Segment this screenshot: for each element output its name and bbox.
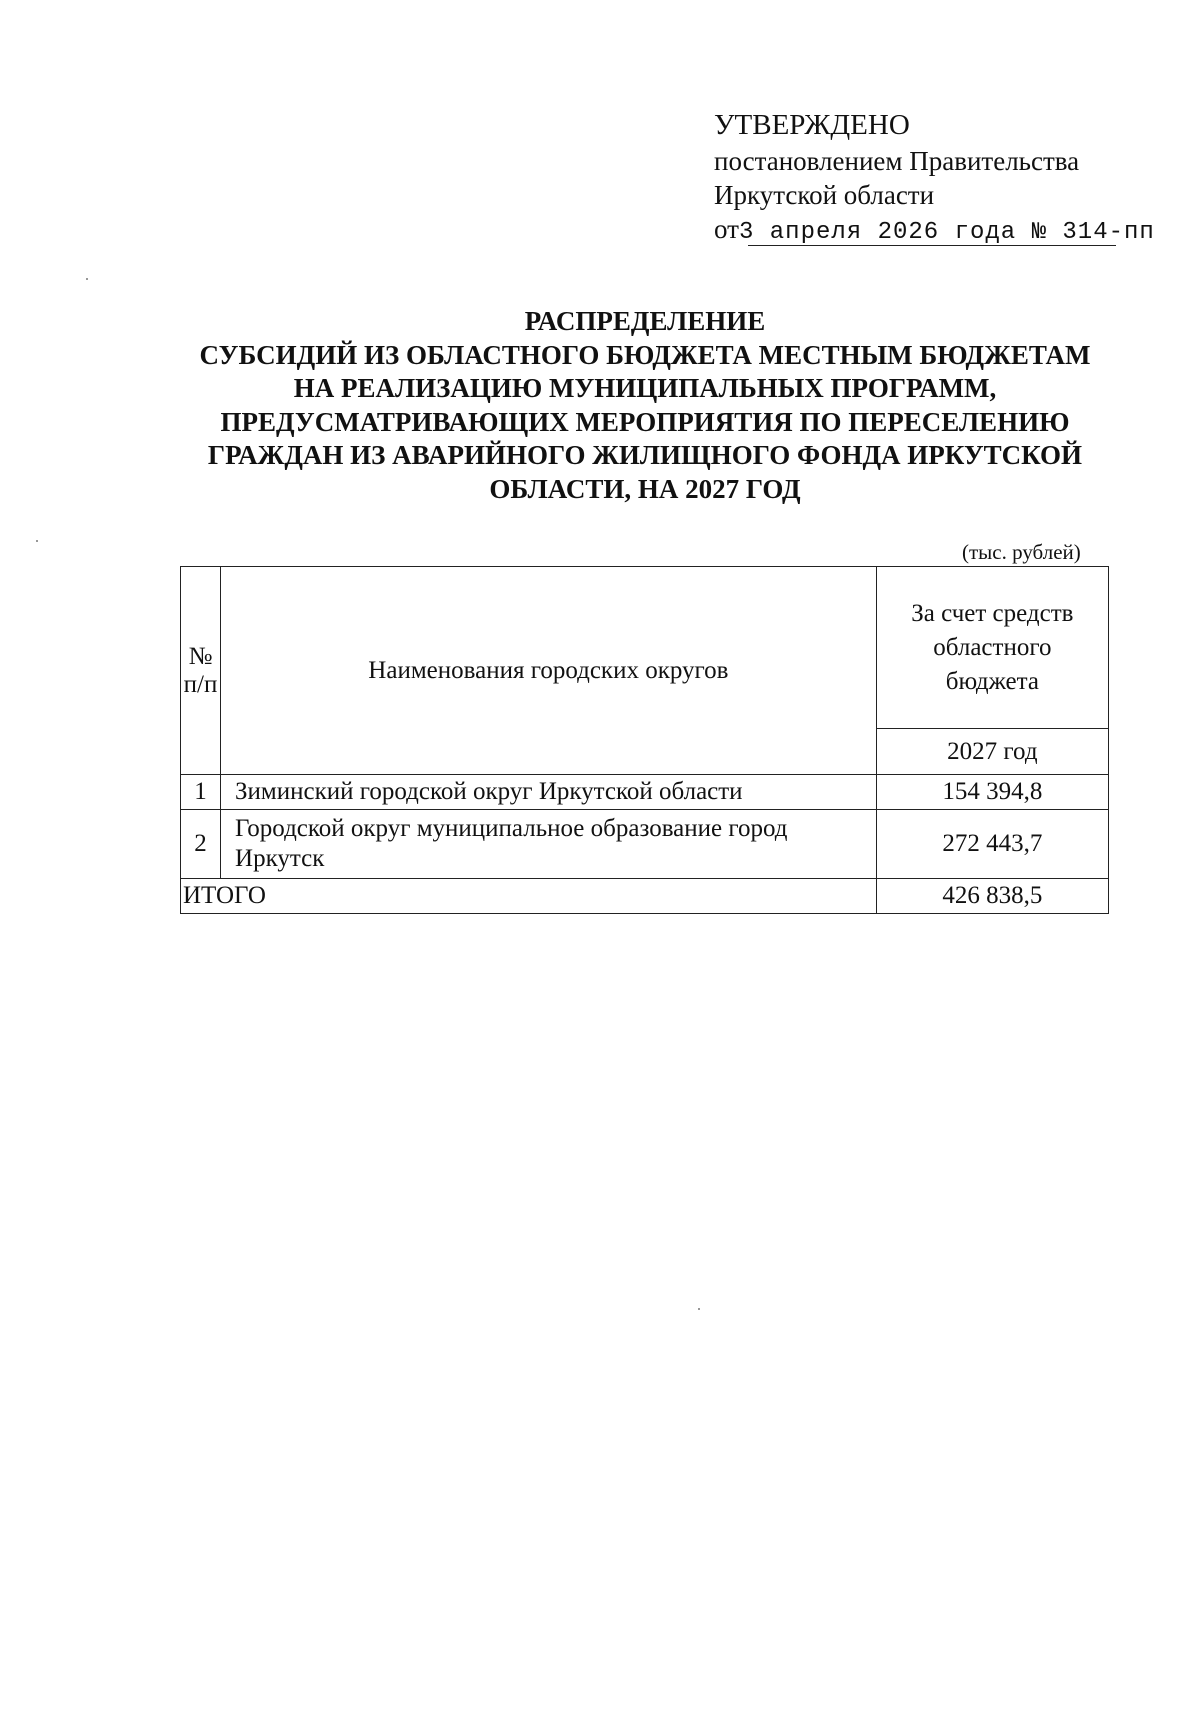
scan-speck: [36, 540, 38, 542]
header-name: Наименования городских округов: [221, 567, 877, 775]
header-num: [181, 567, 221, 775]
title-line-5: ГРАЖДАН ИЗ АВАРИЙНОГО ЖИЛИЩНОГО ФОНДА ИРКУТСКОЙ: [207, 440, 1083, 470]
document-title: [120, 305, 1170, 506]
title-line-2: СУБСИДИЙ ИЗ ОБЛАСТНОГО БЮДЖЕТА МЕСТНЫМ БЮДЖЕТАМ: [199, 339, 1091, 370]
header-funding-line-3: бюджета: [945, 667, 1039, 695]
table-row: [181, 775, 1109, 810]
total-value: 426 838,5: [876, 879, 1108, 914]
header-funding: [876, 567, 1108, 729]
table-total-row: [181, 879, 1109, 914]
header-year: 2027 год: [876, 729, 1108, 775]
header-funding-line-2: областного: [933, 633, 1052, 661]
row-value: 154 394,8: [876, 775, 1108, 810]
approval-line-1: постановлением Правительства: [714, 146, 1080, 176]
scan-speck: [86, 278, 88, 280]
subsidy-table: [180, 566, 1109, 914]
date-value: 3 апреля 2026 года № 314-пп: [738, 219, 1155, 246]
header-num-symbol: №: [188, 642, 213, 670]
approval-date-line: [714, 212, 1155, 250]
header-funding-line-1: За счет средств: [911, 599, 1074, 627]
row-name: Зиминский городской округ Иркутской области: [221, 775, 877, 810]
row-value: 272 443,7: [876, 810, 1108, 879]
units-note: (тыс. рублей): [962, 540, 1081, 564]
approval-block: [714, 108, 1155, 250]
table-header-row: [181, 567, 1109, 729]
date-prefix: от: [714, 214, 739, 244]
date-underline: [748, 245, 1116, 246]
approval-heading: УТВЕРЖДЕНО: [714, 109, 910, 141]
title-line-4: ПРЕДУСМАТРИВАЮЩИХ МЕРОПРИЯТИЯ ПО ПЕРЕСЕЛЕНИЮ: [220, 406, 1070, 437]
row-num: 2: [181, 810, 221, 879]
row-name: Городской округ муниципальное образование город Иркутск: [221, 810, 877, 879]
header-num-abbr: п/п: [183, 670, 218, 698]
approval-line-2: Иркутской области: [714, 180, 935, 210]
row-num: 1: [181, 775, 221, 810]
title-line-6: ОБЛАСТИ, НА 2027 ГОД: [489, 473, 801, 504]
scan-speck: [698, 1308, 700, 1310]
total-label: ИТОГО: [181, 879, 877, 914]
title-line-3: НА РЕАЛИЗАЦИЮ МУНИЦИПАЛЬНЫХ ПРОГРАММ,: [293, 373, 997, 403]
table-row: [181, 810, 1109, 879]
title-line-1: РАСПРЕДЕЛЕНИЕ: [524, 306, 766, 336]
